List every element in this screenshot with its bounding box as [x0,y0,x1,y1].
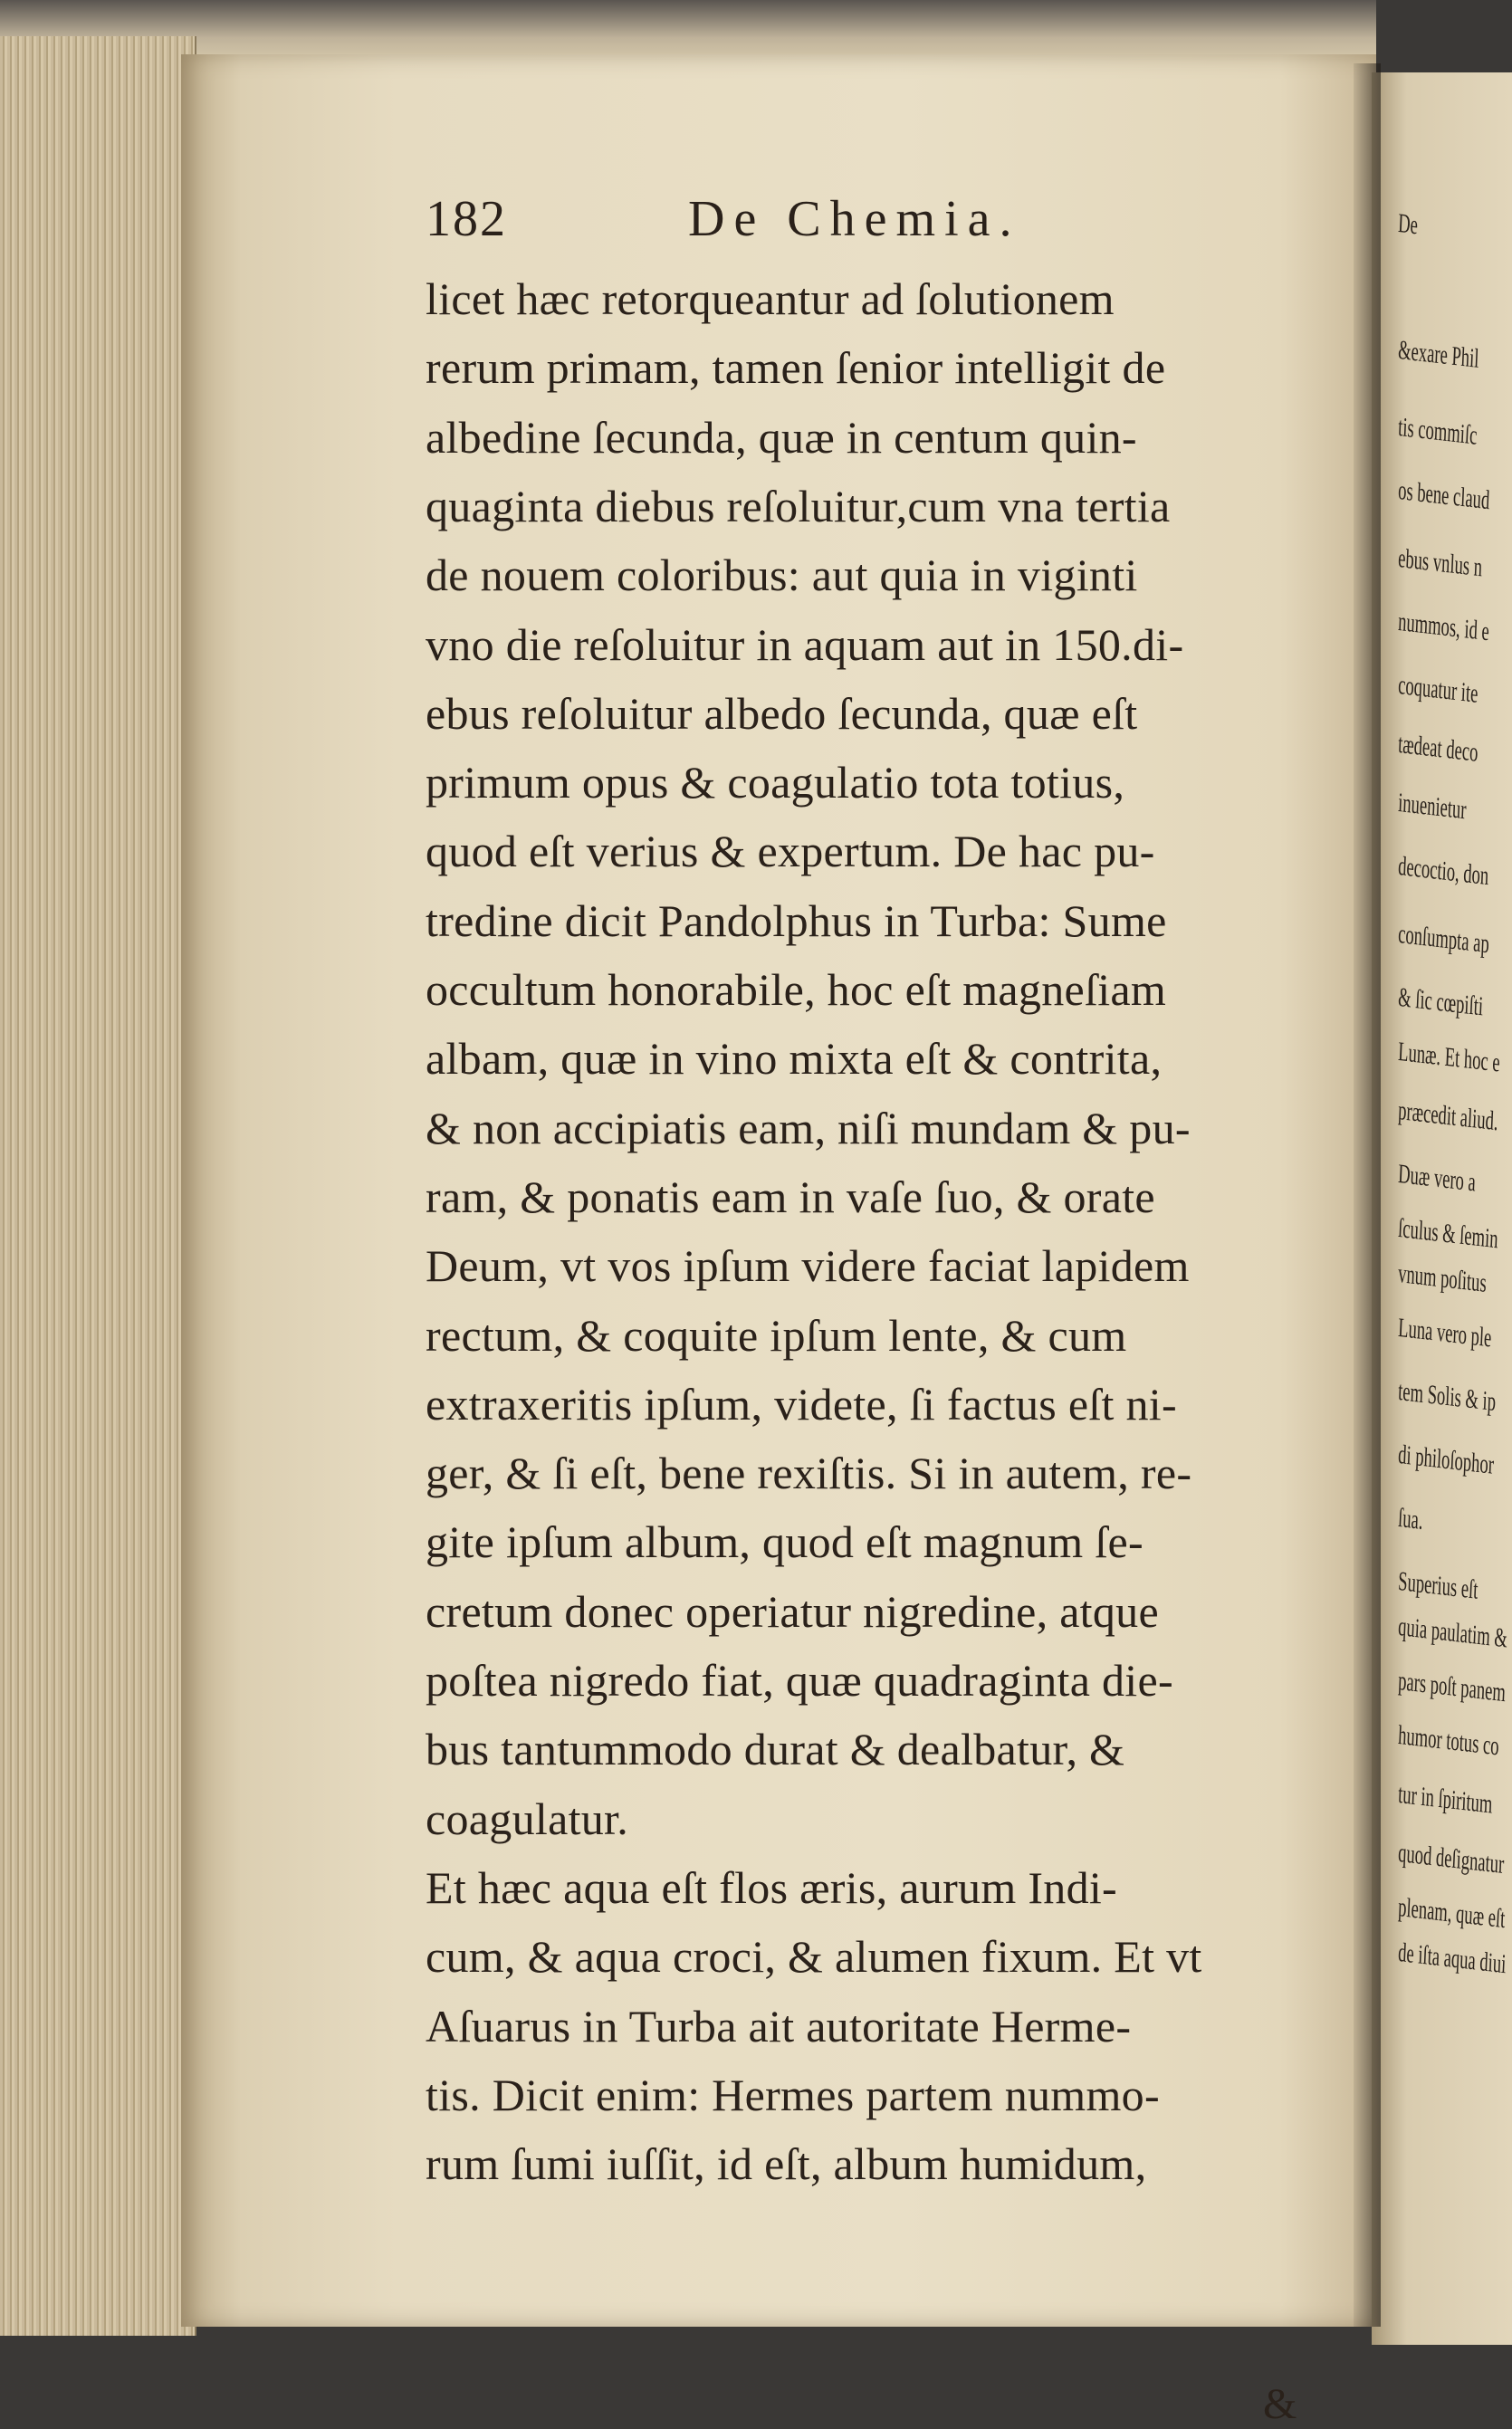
body-line: ram, & ponatis eam in vaſe ſuo, & orate [426,1171,1155,1222]
facing-page-line: quod deſignatur [1397,1838,1505,1880]
book-top-edge [0,0,1376,54]
facing-page-line: de iſta aqua diui [1397,1937,1507,1980]
facing-page-line: Lunæ. Et hoc e [1397,1037,1501,1078]
facing-page-line: di philoſophor [1397,1439,1495,1480]
facing-page-line: tis commiſc [1397,412,1479,451]
facing-page-line: Luna vero ple [1397,1313,1493,1353]
facing-page-line: ebus vnlus n [1397,543,1483,583]
facing-page-line: conſumpta ap [1397,919,1490,960]
catchword: & [1263,2380,1297,2428]
body-line: coagulatur. [426,1793,629,1844]
facing-page-line: pars poſt panem [1397,1666,1507,1708]
facing-page-line: De [1397,208,1419,241]
facing-page-line: plenam, quæ eſt [1397,1892,1507,1935]
body-line: quod eſt verius & expertum. De hac pu- [426,826,1155,877]
body-line: ebus reſoluitur albedo ſecunda, quæ eſt [426,687,1138,739]
facing-page-line: os bene claud [1397,475,1490,516]
book-gutter [1354,63,1381,2327]
body-line: cretum donec operiatur nigredine, atque [426,1585,1159,1637]
facing-page-line: tem Solis & ip [1397,1376,1497,1418]
facing-page-line: tur in ſpiritum [1397,1779,1494,1820]
facing-page-line: ſculus & ſemin [1397,1213,1499,1255]
body-line: poſtea nigredo fiat, quæ quadraginta die- [426,1655,1173,1706]
body-line: cum, & aqua croci, & alumen fixum. Et vt [426,1931,1202,1983]
facing-page-line: &exare Phil [1397,335,1480,374]
facing-page [1372,72,1512,2345]
page-header [426,190,1150,253]
facing-page-line: coquatur ite [1397,670,1479,709]
facing-page-line: quia paulatim & [1397,1611,1508,1654]
body-line: Deum, vt vos ipſum videre faciat lapidem [426,1240,1190,1292]
body-line: occultum honorabile, hoc eſt magneſiam [426,964,1167,1015]
page-number: 182 [426,191,507,247]
body-line: licet hæc retorqueantur ad ſolutionem [426,273,1115,324]
body-line: & non accipiatis eam, niſi mundam & pu- [426,1102,1191,1153]
body-line: vno die reſoluitur in aquam aut in 150.di- [426,618,1184,670]
facing-page-line: Duæ vero a [1397,1159,1477,1198]
facing-page-line: tædeat deco [1397,729,1479,768]
body-line: quaginta diebus reſoluitur,cum vna tertia [426,480,1171,531]
body-line: gite ipſum album, quod eſt magnum ſe- [426,1516,1144,1568]
facing-page-line: ſua. [1397,1503,1424,1535]
body-line: tis. Dicit enim: Hermes partem nummo- [426,2069,1160,2120]
body-line: albam, quæ in vino mixta eſt & contrita, [426,1033,1163,1085]
facing-page-line: inuenietur [1397,788,1468,826]
body-line: rum ſumi iuſſit, id eſt, album humidum, [426,2138,1147,2190]
body-line: bus tantummodo durat & dealbatur, & [426,1724,1125,1775]
facing-page-line: Superius eſt [1397,1566,1479,1605]
body-line: Et hæc aqua eſt flos æris, aurum Indi- [426,1861,1118,1913]
facing-page-line: præcedit aliud. [1397,1095,1499,1137]
body-line: Aſuarus in Turba ait autoritate Herme- [426,2000,1132,2051]
facing-page-line: vnum poſitus [1397,1258,1488,1298]
running-title: De Chemia. [688,191,1021,247]
facing-page-line: nummos, id e [1397,607,1490,647]
body-line: albedine ſecunda, quæ in centum quin- [426,411,1137,463]
body-line: primum opus & coagulatio tota totius, [426,757,1125,808]
body-line: tredine dicit Pandolphus in Turba: Sume [426,894,1167,946]
body-line: rerum primam, tamen ſenior intelligit de [426,342,1166,394]
facing-page-line: decoctio, don [1397,851,1489,892]
facing-page-line: humor totus co [1397,1720,1500,1762]
body-line: de nouem coloribus: aut quia in viginti [426,550,1138,601]
page-stack-edge [0,36,196,2336]
body-line: ger, & ſi eſt, bene rexiſtis. Si in autem, re- [426,1448,1192,1499]
facing-page-line: & ſic cœpiſti [1397,982,1484,1022]
body-line: extraxeritis ipſum, videte, ſi factus eſt ni- [426,1378,1177,1430]
body-line: rectum, & coquite ipſum lente, & cum [426,1309,1127,1361]
